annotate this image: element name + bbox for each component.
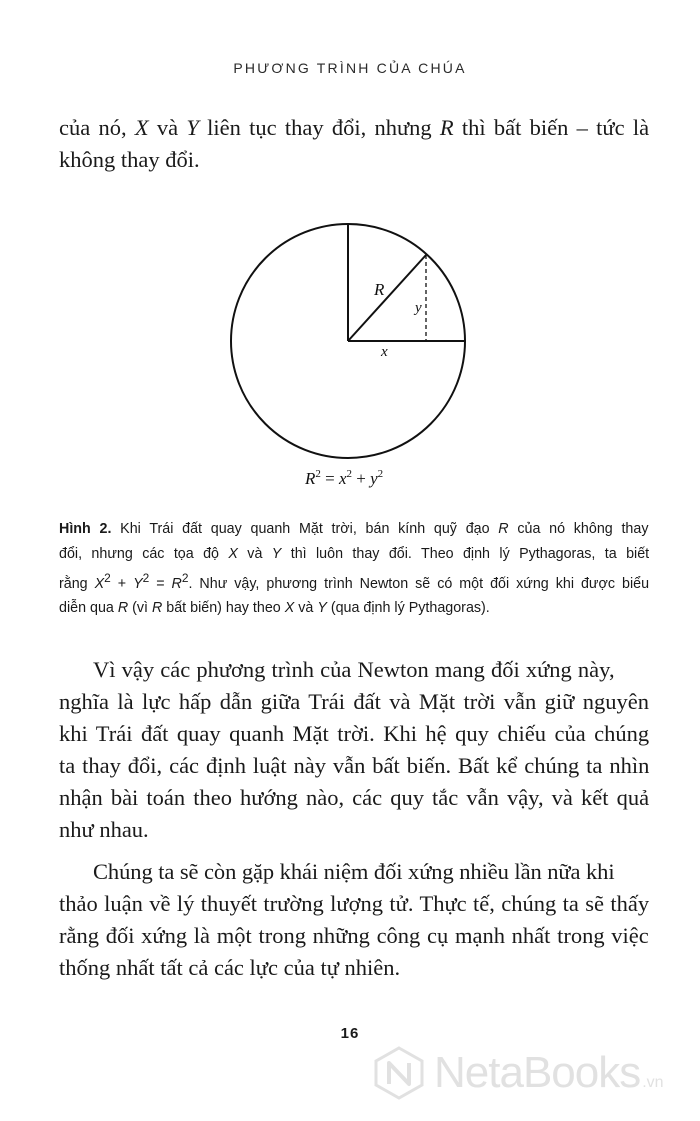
intro-line-1 [59, 112, 649, 144]
caption-line-1: Hình 2. Khi Trái đất quay quanh Mặt trời, bán kính quỹ đạo R của nó không thay [59, 521, 649, 537]
paragraph-line: khi Trái đất quay quanh Mặt trời. Khi hệ quy chiếu của chúng [59, 721, 650, 746]
figure-caption [59, 517, 649, 621]
caption-line-2: đổi, nhưng các tọa độ X và Y thì luôn thay đổi. Theo định lý Pythagoras, ta biết [59, 545, 650, 562]
body-paragraph-1 [59, 654, 649, 846]
paragraph-line: thống nhất tất cả các lực của tự nhiên. [59, 955, 401, 980]
watermark-text: NetaBooks [434, 1048, 641, 1097]
var-y: Y [186, 115, 199, 140]
paragraph-line: nghĩa là lực hấp dẫn giữa Trái đất và Mặt trời vẫn giữ nguyên [59, 689, 649, 714]
pythagoras-equation: $R^2 = x^2 + y^2$ [305, 468, 384, 488]
paragraph-line: thảo luận về lý thuyết trường lượng tử. Thực tế, chúng ta sẽ thấy [59, 891, 650, 916]
intro-paragraph [59, 112, 649, 176]
caption-label: Hình 2. [59, 521, 112, 537]
text-run: của nó, [59, 115, 135, 140]
label-y: y [415, 300, 422, 316]
running-header: PHƯƠNG TRÌNH CỦA CHÚA [233, 60, 467, 76]
netabooks-watermark [372, 1046, 664, 1100]
paragraph-line: nhận bài toán theo hướng nào, các quy tắc vẫn vậy, và kết quả [59, 785, 650, 810]
paragraph-line: Chúng ta sẽ còn gặp khái niệm đối xứng nhiều lần nữa khi [93, 859, 615, 884]
label-r: R [374, 280, 385, 299]
paragraph-line: như nhau. [59, 817, 149, 842]
watermark-domain: .vn [642, 1074, 664, 1091]
intro-line-2: không thay đổi. [59, 147, 200, 172]
radius-line [348, 255, 426, 341]
var-r: R [439, 115, 454, 140]
netabooks-logo-icon [372, 1046, 426, 1100]
text-run: liên tục thay đổi, nhưng [198, 115, 440, 140]
paragraph-line: ta thay đổi, các định luật này vẫn bất biến. Bất kể chúng ta nhìn [59, 753, 650, 778]
paragraph-line: Vì vậy các phương trình của Newton mang đối xứng này, [93, 657, 615, 682]
orbit-diagram [230, 222, 470, 492]
caption-line-3: rằng $X^2 + Y^2 = R^2$. Như vậy, phương trình Newton sẽ có một đối xứng khi được biểu [59, 571, 650, 592]
page-number: 16 [340, 1025, 360, 1042]
text-run: và [148, 115, 187, 140]
body-paragraph-2 [59, 856, 649, 984]
var-x: X [134, 115, 149, 140]
label-x: x [381, 344, 388, 360]
paragraph-line: rằng đối xứng là một trong những công cụ mạnh nhất trong việc [59, 923, 649, 948]
text-run: thì bất biến – tức là [453, 115, 650, 140]
caption-line-4: diễn qua R (vì R bất biến) hay theo X và Y (qua định lý Pythagoras). [59, 600, 490, 617]
